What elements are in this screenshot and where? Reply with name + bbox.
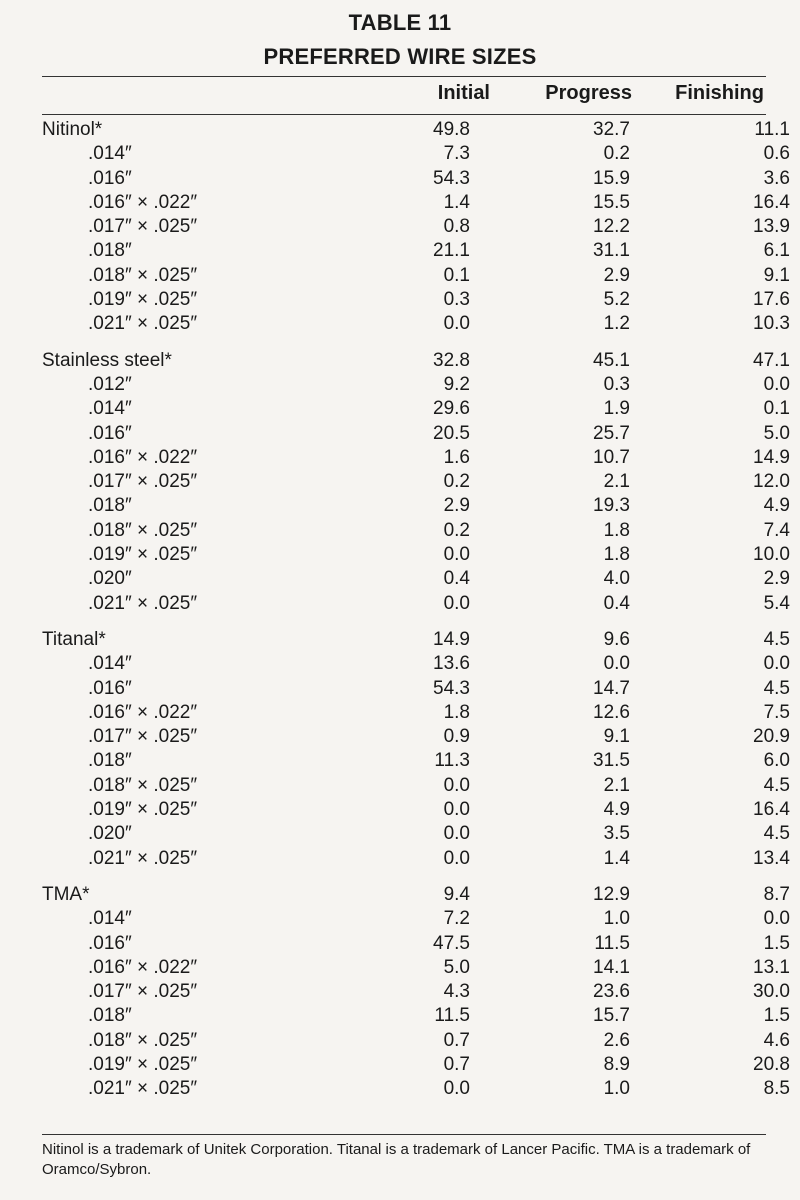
value-finishing: 0.0 (763, 373, 790, 395)
value-initial: 4.3 (443, 981, 470, 1003)
wire-size-label: .014″ (88, 653, 132, 675)
table-row (42, 592, 790, 616)
group-total-initial: 9.4 (443, 883, 470, 905)
group-total-initial: 32.8 (433, 349, 470, 371)
table-row (42, 519, 790, 543)
value-progress: 2.1 (603, 471, 630, 493)
table-row (42, 677, 790, 701)
value-progress: 25.7 (593, 422, 630, 444)
group-total-initial: 14.9 (433, 628, 470, 650)
value-progress: 9.1 (603, 726, 630, 748)
value-finishing: 6.1 (763, 240, 790, 262)
value-progress: 8.9 (603, 1053, 630, 1075)
group-header-row (42, 118, 790, 142)
value-initial: 9.2 (443, 373, 470, 395)
value-initial: 1.4 (443, 191, 470, 213)
wire-size-label: .012″ (88, 373, 132, 395)
value-finishing: 10.0 (753, 544, 790, 566)
value-progress: 2.6 (603, 1029, 630, 1051)
table-title: PREFERRED WIRE SIZES (263, 44, 537, 69)
table-row (42, 847, 790, 871)
value-progress: 10.7 (593, 446, 630, 468)
value-finishing: 6.0 (763, 750, 790, 772)
value-finishing: 17.6 (753, 289, 790, 311)
group-header-row (42, 349, 790, 373)
value-finishing: 4.5 (763, 774, 790, 796)
value-progress: 11.5 (594, 932, 630, 954)
table-row (42, 397, 790, 421)
table-row (42, 567, 790, 591)
value-progress: 0.4 (603, 592, 630, 614)
value-finishing: 20.9 (753, 726, 790, 748)
group-name: TMA* (42, 883, 90, 905)
table-row (42, 167, 790, 191)
table-row (42, 1077, 790, 1101)
value-initial: 54.3 (433, 677, 470, 699)
group-spacer (42, 337, 790, 349)
group-total-progress: 32.7 (593, 119, 630, 140)
value-initial: 7.2 (443, 908, 470, 930)
group-total-finishing: 8.7 (763, 883, 790, 905)
table-row (42, 774, 790, 798)
wire-size-label: .018″ × .025″ (88, 264, 198, 286)
wire-size-label: .016″ (88, 932, 132, 954)
table-row (42, 1029, 790, 1053)
value-progress: 4.9 (603, 799, 630, 821)
table-row (42, 749, 790, 773)
group-name: Stainless steel* (42, 349, 172, 371)
table-row (42, 470, 790, 494)
wire-size-label: .021″ × .025″ (88, 592, 198, 614)
value-finishing: 4.5 (763, 823, 790, 845)
wire-size-label: .016″ × .022″ (88, 701, 198, 723)
value-progress: 15.9 (593, 167, 630, 189)
value-progress: 1.9 (603, 398, 630, 420)
table-row (42, 312, 790, 336)
table-row (42, 215, 790, 239)
value-initial: 54.3 (433, 167, 470, 189)
wire-size-label: .018″ (88, 1005, 132, 1027)
value-finishing: 20.8 (753, 1053, 790, 1075)
value-initial: 0.7 (443, 1029, 470, 1051)
value-finishing: 7.5 (763, 701, 790, 723)
value-initial: 0.4 (443, 568, 470, 590)
value-finishing: 7.4 (763, 519, 790, 541)
table-row (42, 798, 790, 822)
value-progress: 5.2 (603, 289, 630, 311)
wire-size-label: .016″ × .022″ (88, 446, 198, 468)
wire-size-label: .016″ (88, 422, 132, 444)
value-initial: 0.0 (443, 774, 470, 796)
value-finishing: 13.9 (753, 216, 790, 238)
footnote: Nitinol is a trademark of Unitek Corporation. Titanal is a trademark of Lancer Pacific. TMA is a trademark of Oramco/Sybron. (42, 1141, 751, 1178)
group-total-finishing: 11.1 (754, 119, 790, 140)
table-row (42, 142, 790, 166)
group-name: Titanal* (42, 628, 106, 650)
wire-size-label: .018″ × .025″ (88, 519, 198, 541)
value-finishing: 12.0 (753, 471, 790, 493)
table-row (42, 956, 790, 980)
value-progress: 4.0 (603, 568, 630, 590)
value-finishing: 16.4 (753, 191, 790, 213)
wire-size-label: .018″ (88, 495, 132, 517)
value-progress: 2.1 (603, 774, 630, 796)
value-progress: 12.2 (593, 216, 630, 238)
table-row (42, 822, 790, 846)
value-progress: 1.0 (603, 1078, 630, 1100)
group-header-row (42, 883, 790, 907)
value-finishing: 5.4 (763, 592, 790, 614)
value-finishing: 5.0 (763, 422, 790, 444)
value-initial: 13.6 (433, 653, 470, 675)
value-finishing: 8.5 (763, 1078, 790, 1100)
table-number: TABLE 11 (348, 10, 452, 35)
value-initial: 5.0 (443, 956, 470, 978)
value-initial: 0.2 (443, 471, 470, 493)
value-progress: 0.2 (603, 143, 630, 165)
table-row (42, 446, 790, 470)
wire-size-label: .016″ × .022″ (88, 956, 198, 978)
value-initial: 29.6 (433, 398, 470, 420)
value-progress: 1.0 (603, 908, 630, 930)
value-finishing: 1.5 (763, 932, 790, 954)
value-progress: 14.1 (593, 956, 630, 978)
table-row (42, 288, 790, 312)
group-spacer (42, 616, 790, 628)
column-header-finishing: Finishing (675, 82, 764, 104)
value-progress: 1.2 (603, 313, 630, 335)
table-row (42, 1004, 790, 1028)
value-progress: 15.5 (593, 191, 630, 213)
group-total-finishing: 4.5 (763, 628, 790, 650)
wire-size-label: .018″ (88, 240, 132, 262)
value-progress: 2.9 (603, 264, 630, 286)
value-initial: 0.3 (443, 289, 470, 311)
value-finishing: 4.9 (763, 495, 790, 517)
table-row (42, 652, 790, 676)
wire-size-label: .014″ (88, 908, 132, 930)
wire-size-label: .019″ × .025″ (88, 544, 198, 566)
header-rule (42, 114, 766, 115)
value-progress: 0.0 (603, 653, 630, 675)
value-finishing: 2.9 (763, 568, 790, 590)
table-row (42, 1053, 790, 1077)
table-row (42, 239, 790, 263)
value-finishing: 0.6 (763, 143, 790, 165)
value-initial: 11.5 (434, 1005, 470, 1027)
table-row (42, 543, 790, 567)
value-initial: 47.5 (433, 932, 470, 954)
group-header-row (42, 628, 790, 652)
wire-size-label: .021″ × .025″ (88, 1078, 198, 1100)
wire-size-label: .017″ × .025″ (88, 471, 198, 493)
value-initial: 0.1 (443, 264, 470, 286)
value-initial: 0.0 (443, 799, 470, 821)
value-progress: 31.1 (593, 240, 630, 262)
value-progress: 1.4 (603, 847, 630, 869)
wire-size-label: .018″ × .025″ (88, 1029, 198, 1051)
value-initial: 0.0 (443, 544, 470, 566)
value-progress: 15.7 (593, 1005, 630, 1027)
value-initial: 0.0 (443, 592, 470, 614)
group-total-finishing: 47.1 (753, 349, 790, 371)
wire-size-label: .020″ (88, 568, 132, 590)
wire-size-label: .018″ (88, 750, 132, 772)
value-progress: 12.6 (593, 701, 630, 723)
value-finishing: 10.3 (753, 313, 790, 335)
wire-size-label: .020″ (88, 823, 132, 845)
group-total-progress: 12.9 (593, 883, 630, 905)
value-initial: 0.0 (443, 313, 470, 335)
table-row (42, 422, 790, 446)
wire-size-label: .014″ (88, 398, 132, 420)
value-initial: 0.7 (443, 1053, 470, 1075)
table-row (42, 494, 790, 518)
value-initial: 20.5 (433, 422, 470, 444)
group-name: Nitinol* (42, 119, 103, 140)
wire-size-label: .018″ × .025″ (88, 774, 198, 796)
group-spacer (42, 871, 790, 883)
value-finishing: 0.0 (763, 653, 790, 675)
table-row (42, 264, 790, 288)
value-initial: 0.9 (443, 726, 470, 748)
wire-size-label: .019″ × .025″ (88, 799, 198, 821)
wire-size-table (42, 118, 790, 1102)
column-header-progress: Progress (545, 82, 632, 104)
wire-size-label: .019″ × .025″ (88, 1053, 198, 1075)
table-row (42, 191, 790, 215)
value-finishing: 9.1 (763, 264, 790, 286)
group-total-progress: 9.6 (603, 628, 630, 650)
table-row (42, 980, 790, 1004)
value-finishing: 0.0 (763, 908, 790, 930)
table-row (42, 932, 790, 956)
value-initial: 7.3 (443, 143, 470, 165)
wire-size-label: .016″ (88, 167, 132, 189)
wire-size-label: .017″ × .025″ (88, 981, 198, 1003)
column-header-initial: Initial (437, 82, 490, 104)
value-initial: 1.6 (443, 446, 470, 468)
table-row (42, 701, 790, 725)
value-finishing: 1.5 (763, 1005, 790, 1027)
value-finishing: 4.5 (763, 677, 790, 699)
value-initial: 0.0 (443, 847, 470, 869)
value-initial: 21.1 (433, 240, 470, 262)
wire-size-label: .021″ × .025″ (88, 847, 198, 869)
table-row (42, 373, 790, 397)
table-row (42, 907, 790, 931)
value-progress: 23.6 (593, 981, 630, 1003)
value-progress: 19.3 (593, 495, 630, 517)
value-finishing: 4.6 (763, 1029, 790, 1051)
wire-size-label: .014″ (88, 143, 132, 165)
wire-size-label: .016″ × .022″ (88, 191, 198, 213)
value-initial: 0.0 (443, 1078, 470, 1100)
wire-size-label: .021″ × .025″ (88, 313, 198, 335)
value-progress: 14.7 (593, 677, 630, 699)
value-progress: 1.8 (603, 544, 630, 566)
value-finishing: 13.4 (753, 847, 790, 869)
value-progress: 31.5 (593, 750, 630, 772)
value-initial: 0.0 (443, 823, 470, 845)
value-finishing: 3.6 (763, 167, 790, 189)
value-initial: 0.2 (443, 519, 470, 541)
value-finishing: 14.9 (753, 446, 790, 468)
group-total-progress: 45.1 (593, 349, 630, 371)
value-finishing: 0.1 (763, 398, 790, 420)
value-initial: 2.9 (443, 495, 470, 517)
value-progress: 3.5 (603, 823, 630, 845)
value-finishing: 16.4 (753, 799, 790, 821)
value-progress: 0.3 (603, 373, 630, 395)
wire-size-label: .016″ (88, 677, 132, 699)
wire-size-label: .017″ × .025″ (88, 726, 198, 748)
table-row (42, 725, 790, 749)
value-finishing: 13.1 (753, 956, 790, 978)
value-initial: 0.8 (443, 216, 470, 238)
top-rule (42, 76, 766, 77)
bottom-rule (42, 1134, 766, 1135)
wire-size-label: .019″ × .025″ (88, 289, 198, 311)
value-initial: 11.3 (434, 750, 470, 772)
group-total-initial: 49.8 (433, 119, 470, 140)
value-initial: 1.8 (443, 701, 470, 723)
value-finishing: 30.0 (753, 981, 790, 1003)
value-progress: 1.8 (603, 519, 630, 541)
wire-size-label: .017″ × .025″ (88, 216, 198, 238)
